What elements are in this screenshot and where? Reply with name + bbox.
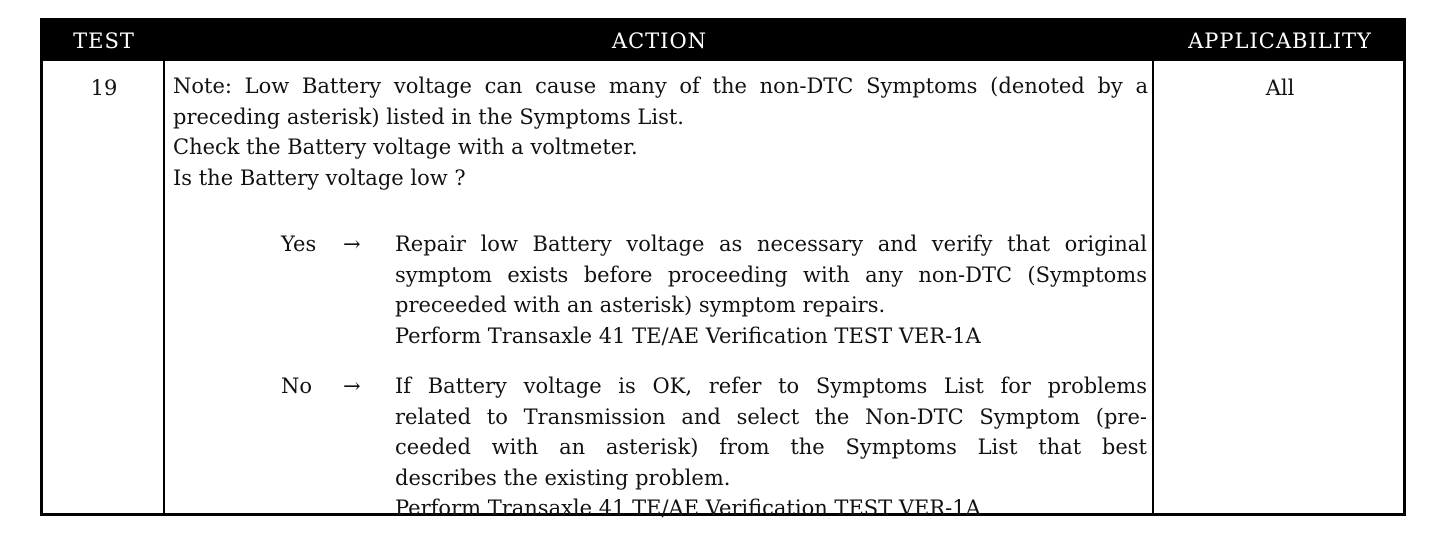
header-test: TEST: [73, 29, 135, 53]
yes-line: Perform Transaxle 41 TE/AE Verification TEST VER-1A: [395, 323, 981, 348]
diagnostic-test-table: [40, 18, 1406, 520]
yes-instructions: [395, 229, 1147, 351]
action-cell: [173, 71, 1148, 520]
no-branch: [173, 371, 1148, 531]
no-line: related to Transmission and select the Non-DTC Symptom (pre-: [395, 404, 1147, 429]
table-header: [43, 21, 1403, 61]
no-label: No: [281, 374, 313, 398]
yes-line: symptom exists before proceeding with any non-DTC (Symptoms: [395, 262, 1147, 287]
no-line: If Battery voltage is OK, refer to Symptoms List for problems: [395, 374, 1147, 398]
header-applicability: APPLICABILITY: [1188, 29, 1372, 53]
yes-label: Yes: [281, 232, 317, 256]
column-divider: [163, 61, 165, 513]
yes-branch: [173, 229, 1148, 359]
column-divider: [1152, 61, 1154, 513]
no-line: describes the existing problem.: [395, 465, 731, 490]
no-instructions: [395, 371, 1147, 524]
no-line: Perform Transaxle 41 TE/AE Verification TEST VER-1A: [395, 496, 981, 520]
action-line: Is the Battery voltage low ?: [173, 165, 466, 190]
header-action: ACTION: [611, 29, 708, 53]
no-line: ceeded with an asterisk) from the Symptoms List that best: [395, 435, 1147, 459]
right-arrow-icon: →: [343, 374, 361, 398]
yes-line: Repair low Battery voltage as necessary and verify that original: [395, 232, 1147, 256]
action-line: preceding asterisk) listed in the Symptoms List.: [173, 104, 684, 129]
right-arrow-icon: →: [343, 232, 361, 256]
yes-line: preceeded with an asterisk) symptom repairs.: [395, 293, 886, 317]
action-line: Check the Battery voltage with a voltmeter.: [173, 135, 638, 159]
action-line: Note: Low Battery voltage can cause many of the non-DTC Symptoms (denoted by a: [173, 74, 1148, 98]
test-number: 19: [90, 76, 118, 100]
applicability-value: All: [1265, 76, 1295, 100]
